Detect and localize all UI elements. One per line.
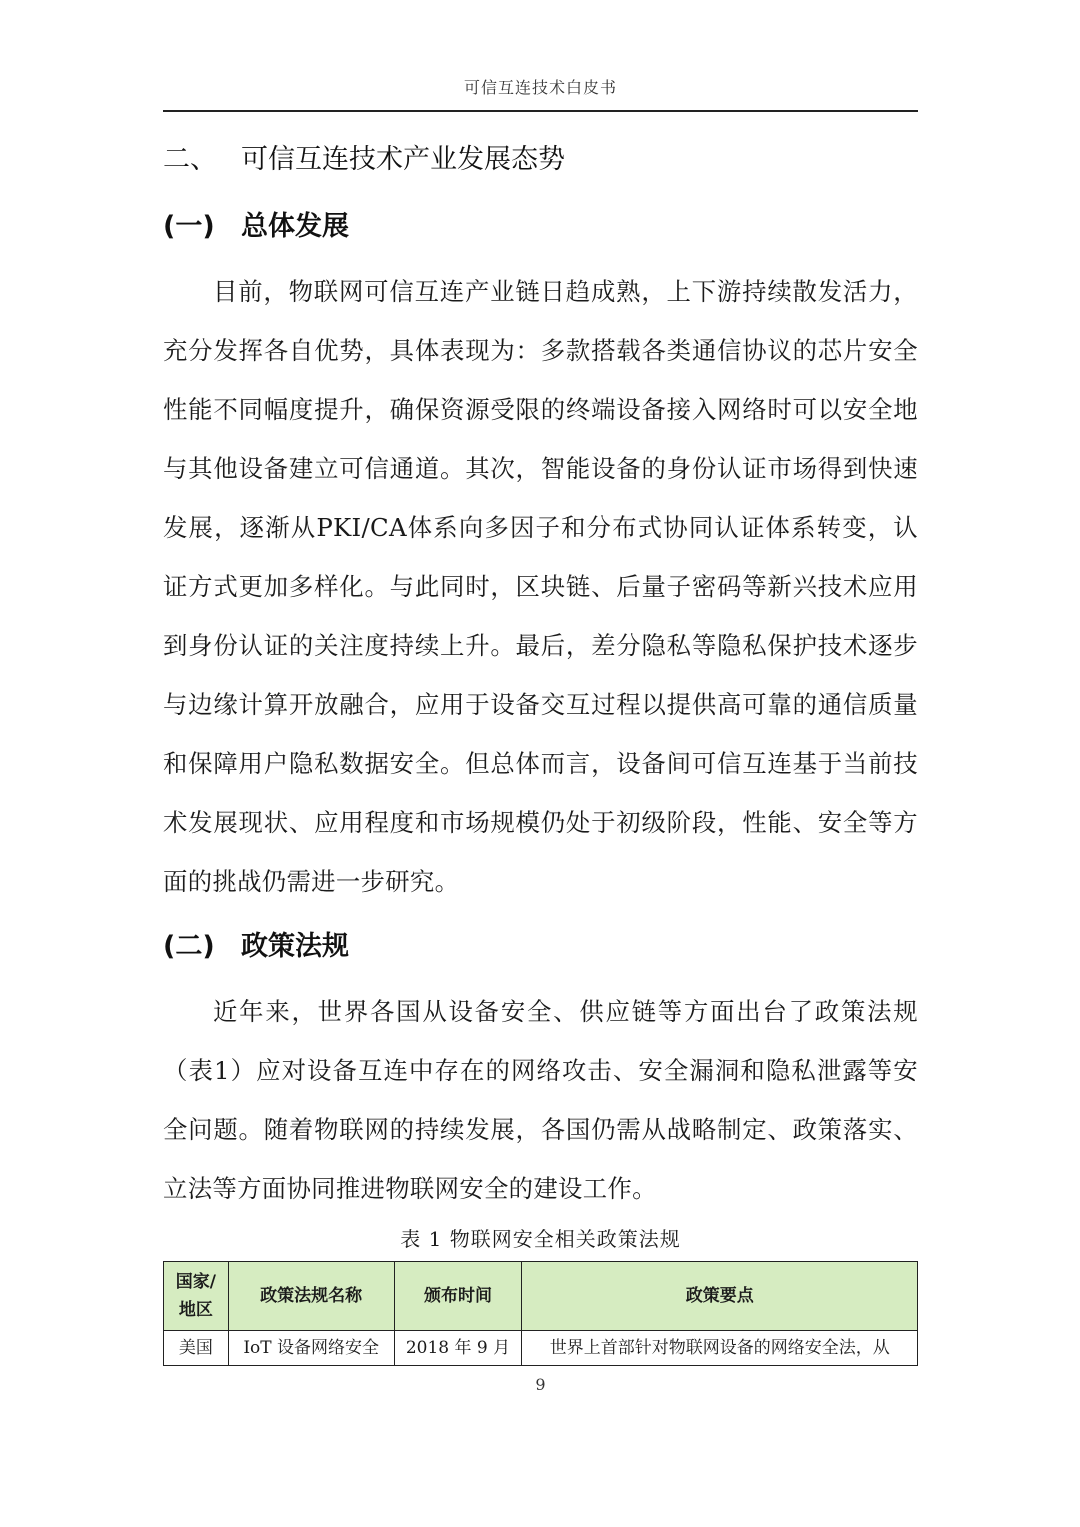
- running-header: 可信互连技术白皮书: [163, 74, 918, 112]
- section-number: 二、: [163, 144, 217, 175]
- subsection-number: (一): [163, 211, 215, 242]
- section-heading: [163, 140, 918, 180]
- column-header-policy-name: 政策法规名称: [228, 1262, 394, 1331]
- cell-region: 美国: [164, 1331, 229, 1366]
- paragraph-policy: 近年来，世界各国从设备安全、供应链等方面出台了政策法规（表1）应对设备互连中存在的网络攻击、安全漏洞和隐私泄露等安全问题。随着物联网的持续发展，各国仍需从战略制定、政策落实、立法等方面协同推进物联网安全的建设工作。: [163, 997, 918, 1203]
- policy-table: [163, 1261, 918, 1366]
- cell-date: 2018 年 9 月: [394, 1331, 522, 1366]
- subsection-number: (二): [163, 931, 215, 962]
- column-header-key-points: 政策要点: [522, 1262, 918, 1331]
- cell-key-points: 世界上首部针对物联网设备的网络安全法，从: [522, 1331, 918, 1366]
- section-title: 可信互连技术产业发展态势: [241, 144, 565, 175]
- paragraph-overall-development: 目前，物联网可信互连产业链日趋成熟，上下游持续散发活力，充分发挥各自优势，具体表现为：多款搭载各类通信协议的芯片安全性能不同幅度提升，确保资源受限的终端设备接入网络时可以安全地与其他设备建立可信通道。其次，智能设备的身份认证市场得到快速发展，逐渐从PKI/CA体系向多因子和分布式协同认证体系转变，认证方式更加多样化。与此同时，区块链、后量子密码等新兴技术应用到身份认证的关注度持续上升。最后，差分隐私等隐私保护技术逐步与边缘计算开放融合，应用于设备交互过程以提供高可靠的通信质量和保障用户隐私数据安全。但总体而言，设备间可信互连基于当前技术发展现状、应用程度和市场规模仍处于初级阶段，性能、安全等方面的挑战仍需进一步研究。: [163, 277, 918, 896]
- subsection-heading-1: [163, 207, 918, 247]
- table-row: [164, 1331, 918, 1366]
- subsection-title: 政策法规: [241, 931, 349, 962]
- table-caption: 表 1 物联网安全相关政策法规: [400, 1227, 681, 1251]
- cell-policy-name: IoT 设备网络安全: [228, 1331, 394, 1366]
- column-header-date: 颁布时间: [394, 1262, 522, 1331]
- page-number: 9: [535, 1375, 546, 1394]
- subsection-heading-2: [163, 927, 918, 967]
- subsection-title: 总体发展: [241, 211, 349, 242]
- table-header-row: [164, 1262, 918, 1331]
- column-header-region: 国家/地区: [164, 1262, 229, 1331]
